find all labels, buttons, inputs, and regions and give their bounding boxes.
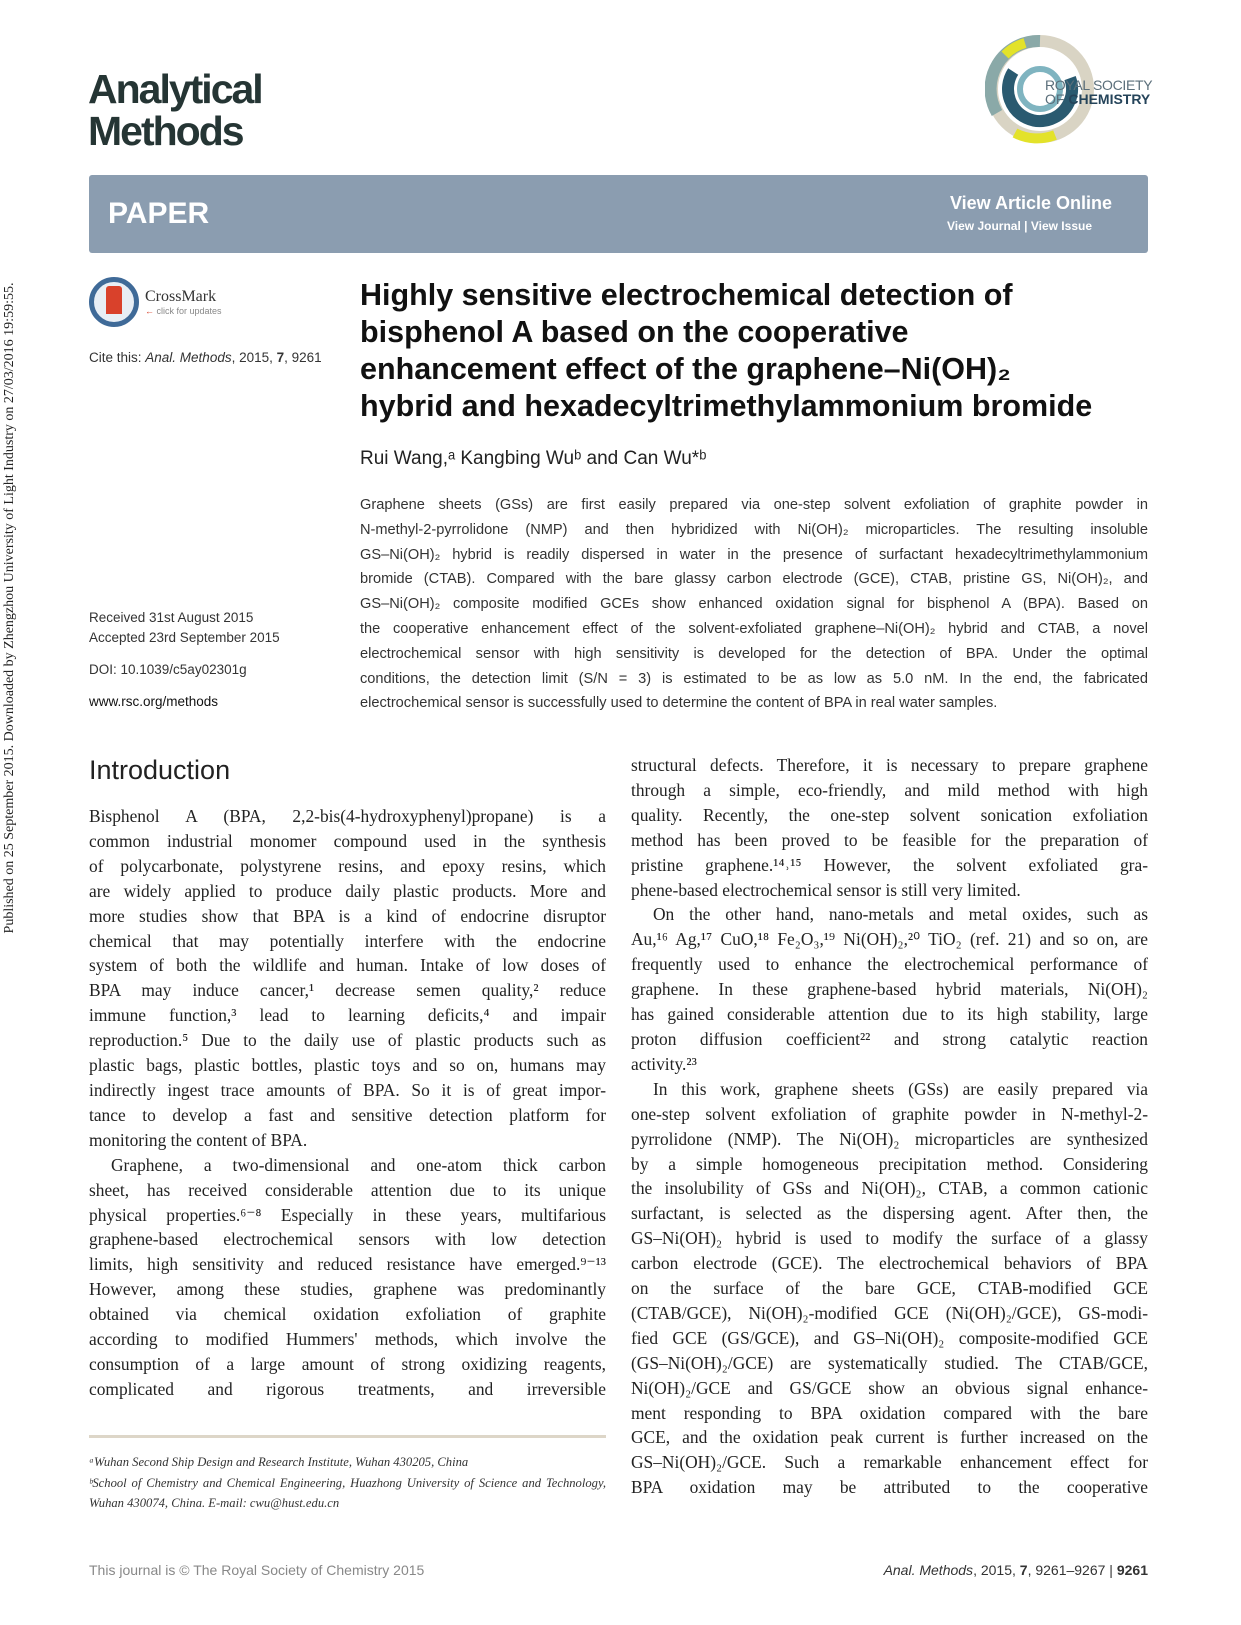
- body-line: system of both the wildlife and human. Intake of low doses of: [89, 955, 606, 976]
- body-line: ment responding to BPA oxidation compared with the bare: [631, 1402, 1148, 1423]
- body-line: Ni(OH)₂/GCE and GS/GCE show an obvious signal enhance-: [631, 1377, 1148, 1398]
- crossmark-label: CrossMark: [145, 288, 217, 305]
- body-line: method has been proved to be feasible for the preparation of: [631, 829, 1148, 850]
- rsc-logo[interactable]: [985, 33, 1155, 145]
- footnote-b: ᵇSchool of Chemistry and Chemical Engineering, Huazhong University of Science and Technology, Wuhan 430074, China. E-mail: cwu@hust.edu.cn: [89, 1475, 606, 1510]
- paragraph: [631, 902, 1148, 1076]
- body-line: the insolubility of GSs and Ni(OH)₂, CTAB, a common cationic: [631, 1178, 1148, 1199]
- body-line: common industrial monomer compound used in the synthesis: [89, 830, 606, 851]
- crossmark-button[interactable]: [89, 277, 222, 327]
- body-line: tance to develop a fast and sensitive detection platform for: [89, 1104, 606, 1125]
- abstract-line: electrochemical sensor with high sensitivity is developed for the detection of BPA. Under the optimal: [360, 645, 1148, 662]
- citation: Cite this: Anal. Methods, 2015, 7, 9261: [89, 350, 322, 365]
- paragraph: [631, 753, 1148, 902]
- body-line: graphene-based electrochemical sensors with low detection: [89, 1229, 606, 1250]
- rsc-name-line2: OF CHEMISTRY: [1045, 91, 1151, 107]
- body-line: obtained via chemical oxidation exfoliation of graphite: [89, 1304, 606, 1325]
- body-line: structural defects. Therefore, it is necessary to prepare graphene: [631, 755, 1148, 775]
- body-line: GS–Ni(OH)₂ hybrid is used to modify the surface of a glassy: [631, 1228, 1148, 1249]
- page-citation-footer: Anal. Methods, 2015, 7, 9261–9267 | 9261: [883, 1562, 1148, 1578]
- body-line: fied GCE (GS/GCE), and GS–Ni(OH)₂ composite-modified GCE: [631, 1327, 1148, 1348]
- body-line: In this work, graphene sheets (GSs) are easily prepared via: [653, 1078, 1148, 1099]
- body-line: through a simple, eco-friendly, and mild method with high: [631, 779, 1148, 800]
- body-line: immune function,³ lead to learning deficits,⁴ and impair: [89, 1005, 606, 1026]
- journal-logo[interactable]: [88, 68, 262, 152]
- body-line: On the other hand, nano-metals and metal oxides, such as: [653, 904, 1148, 925]
- body-line: has gained considerable attention due to its high stability, large: [631, 1004, 1148, 1025]
- abstract-line: electrochemical sensor is successfully used to determine the content of BPA in real water samples.: [360, 695, 998, 712]
- rsc-name-line1: ROYAL SOCIETY: [1045, 77, 1153, 93]
- body-line: GCE, and the oxidation peak current is further increased on the: [631, 1427, 1148, 1448]
- abstract-line: N-methyl-2-pyrrolidone (NMP) and then hybridized with Ni(OH)₂ microparticles. The resulting insoluble: [360, 521, 1148, 538]
- body-line: carbon electrode (GCE). The electrochemical behaviors of BPA: [631, 1253, 1148, 1274]
- body-line: reproduction.⁵ Due to the daily use of plastic products such as: [89, 1030, 606, 1051]
- body-line: pyrrolidone (NMP). The Ni(OH)₂ microparticles are synthesized: [631, 1128, 1148, 1149]
- copyright-footer: This journal is © The Royal Society of Chemistry 2015: [89, 1562, 425, 1578]
- body-line: BPA oxidation may be attributed to the cooperative: [631, 1477, 1148, 1498]
- article-title: [360, 277, 1160, 425]
- article-type-banner: [89, 175, 1148, 253]
- body-line: (CTAB/GCE), Ni(OH)₂-modified GCE (Ni(OH)₂/GCE), GS-modi-: [631, 1302, 1148, 1323]
- body-line: proton diffusion coefficient²² and strong catalytic reaction: [631, 1028, 1148, 1049]
- body-line: pristine graphene.¹⁴˒¹⁵ However, the solvent exfoliated gra-: [631, 854, 1148, 875]
- doi[interactable]: DOI: 10.1039/c5ay02301g: [89, 662, 247, 677]
- body-line: sheet, has received considerable attention due to its unique: [89, 1179, 606, 1200]
- footnote-a: ᵃWuhan Second Ship Design and Research Institute, Wuhan 430205, China: [89, 1455, 469, 1469]
- body-line: However, among these studies, graphene was predominantly: [89, 1279, 606, 1300]
- body-line: Graphene, a two-dimensional and one-atom thick carbon: [111, 1154, 606, 1175]
- body-line: physical properties.⁶⁻⁸ Especially in these years, multifarious: [89, 1204, 606, 1225]
- body-column-right: [631, 753, 1148, 1500]
- body-line: plastic bags, plastic bottles, plastic toys and so on, humans may: [89, 1055, 606, 1076]
- body-line: of polycarbonate, polystyrene resins, and epoxy resins, which: [89, 855, 606, 876]
- body-line: BPA may induce cancer,¹ decrease semen quality,² reduce: [89, 980, 606, 1001]
- view-issue-link[interactable]: View Issue: [1030, 219, 1092, 233]
- accepted-date: Accepted 23rd September 2015: [89, 630, 280, 645]
- body-line: Au,¹⁶ Ag,¹⁷ CuO,¹⁸ Fe₂O₃,¹⁹ Ni(OH)₂,²⁰ TiO₂ (ref. 21) and so on, are: [631, 929, 1148, 950]
- paragraph: [89, 1153, 606, 1402]
- body-line: by a simple homogeneous precipitation method. Considering: [631, 1153, 1148, 1174]
- title-line: Highly sensitive electrochemical detection of: [360, 278, 1013, 312]
- title-line: hybrid and hexadecyltrimethylammonium bromide: [360, 389, 1093, 423]
- paragraph: [89, 804, 606, 1153]
- abstract: [360, 493, 1148, 716]
- body-line: phene-based electrochemical sensor is still very limited.: [631, 879, 1021, 900]
- view-journal-link[interactable]: View Journal: [947, 219, 1021, 233]
- section-heading-introduction: Introduction: [89, 755, 231, 785]
- body-line: surfactant, is selected as the dispersing agent. After then, the: [631, 1203, 1148, 1224]
- body-line: graphene. In these graphene-based hybrid materials, Ni(OH)₂: [631, 979, 1148, 1000]
- body-line: (GS–Ni(OH)₂/GCE) are systematically studied. The CTAB/GCE,: [631, 1352, 1148, 1373]
- body-line: limits, high sensitivity and reduced resistance have emerged.⁹⁻¹³: [89, 1254, 606, 1275]
- body-line: GS–Ni(OH)₂/GCE. Such a remarkable enhancement effect for: [631, 1452, 1148, 1473]
- body-line: one-step solvent exfoliation of graphite powder in N-methyl-2-: [631, 1103, 1148, 1124]
- body-line: are widely applied to produce daily plastic products. More and: [89, 880, 606, 901]
- body-line: activity.²³: [631, 1053, 697, 1074]
- received-date: Received 31st August 2015: [89, 610, 254, 625]
- journal-name-line1: Analytical: [88, 66, 262, 112]
- journal-name-line2: Methods: [88, 108, 243, 154]
- paragraph: [631, 1077, 1148, 1500]
- footnote-divider: [89, 1435, 606, 1438]
- title-line: bisphenol A based on the cooperative: [360, 315, 909, 349]
- body-line: more studies show that BPA is a kind of endocrine disruptor: [89, 905, 606, 926]
- body-column-left: [89, 804, 606, 1402]
- body-line: indirectly ingest trace amounts of BPA. So it is of great impor-: [89, 1079, 606, 1100]
- body-line: monitoring the content of BPA.: [89, 1129, 308, 1150]
- body-line: consumption of a large amount of strong oxidizing reagents,: [89, 1353, 606, 1374]
- body-line: quality. Recently, the one-step solvent sonication exfoliation: [631, 804, 1148, 825]
- body-line: chemical that may potentially interfere with the endocrine: [89, 930, 606, 951]
- abstract-line: Graphene sheets (GSs) are first easily prepared via one-step solvent exfoliation of graphite powder in: [360, 497, 1148, 513]
- abstract-line: GS–Ni(OH)₂ composite modified GCEs show enhanced oxidation signal for bisphenol A (BPA). Based on: [360, 596, 1148, 613]
- abstract-line: the cooperative enhancement effect of the solvent-exfoliated graphene–Ni(OH)₂ hybrid and CTAB, a novel: [360, 620, 1148, 637]
- body-line: on the surface of the bare GCE, CTAB-modified GCE: [631, 1278, 1148, 1299]
- body-line: frequently used to enhance the electrochemical performance of: [631, 954, 1148, 975]
- journal-links: View Journal | View Issue: [947, 219, 1092, 233]
- journal-url[interactable]: www.rsc.org/methods: [89, 694, 219, 709]
- body-line: Bisphenol A (BPA, 2,2-bis(4-hydroxyphenyl)propane) is a: [89, 806, 606, 826]
- crossmark-sub: ← click for updates: [145, 306, 222, 316]
- title-line: enhancement effect of the graphene–Ni(OH)₂: [360, 352, 1011, 386]
- authors: Rui Wang,ᵃ Kangbing Wuᵇ and Can Wu*ᵇ: [360, 448, 707, 469]
- abstract-line: conditions, the detection limit (S/N = 3) is estimated to be as low as 5.0 nM. In the end, the fabricated: [360, 670, 1148, 687]
- body-line: complicated and rigorous treatments, and irreversible: [89, 1378, 606, 1399]
- abstract-line: bromide (CTAB). Compared with the bare glassy carbon electrode (GCE), CTAB, pristine GS, Ni(OH)₂, and: [360, 571, 1148, 588]
- view-article-online-link[interactable]: View Article Online: [949, 193, 1112, 213]
- abstract-line: GS–Ni(OH)₂ hybrid is readily dispersed in water in the presence of surfactant hexadecyltrimethylammonium: [360, 546, 1148, 563]
- footnotes: [89, 1452, 606, 1514]
- crossmark-icon: [89, 277, 139, 327]
- article-type: PAPER: [108, 197, 210, 230]
- download-notice: Published on 25 September 2015. Downloaded by Zhengzhou University of Light Industry on 27/03/2016 19:59:55.: [2, 282, 17, 934]
- body-line: according to modified Hummers' methods, which involve the: [89, 1329, 606, 1350]
